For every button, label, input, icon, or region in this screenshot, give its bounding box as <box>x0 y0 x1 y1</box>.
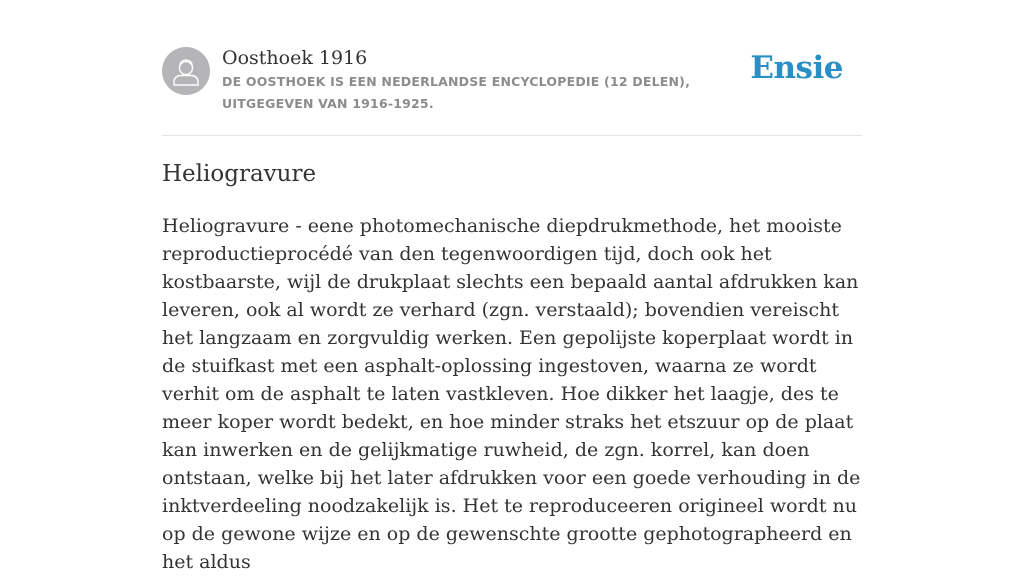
entry-body: Heliogravure - eene photomechanische diepdrukmethode, het mooiste reproductieprocédé van den tegenwoordigen tijd, doch ook het kostbaarste, wijl de drukplaat slechts een bepaald aantal afdrukken kan leveren, ook al wordt ze verhard (zgn. verstaald); bovendien vereischt het langzaam en zorgvuldig werken. Een gepolijste koperplaat wordt in de stuifkast met een asphalt-oplossing ingestoven, waarna ze wordt verhit om de asphalt te laten vastkleven. Hoe dikker het laagje, des te meer koper wordt bedekt, en hoe minder straks het etszuur op de plaat kan inwerken en de gelijkmatige ruwheid, de zgn. korrel, kan doen ontstaan, welke bij het later afdrukken voor een goede verhouding in de inktverdeeling noodzakelijk is. Het te reproduceeren origineel wordt nu op de gewone wijze en op de gewenschte grootte gephotographeerd en het aldus <box>162 215 861 573</box>
entry-title: Heliogravure <box>162 161 317 187</box>
source-header <box>162 0 862 136</box>
ensie-logo[interactable]: Ensie <box>750 50 843 86</box>
user-icon <box>162 47 210 95</box>
source-avatar[interactable] <box>162 47 210 95</box>
source-info <box>222 45 762 115</box>
source-description: DE OOSTHOEK IS EEN NEDERLANDSE ENCYCLOPEDIE (12 DELEN), UITGEGEVEN VAN 1916-1925. <box>222 74 691 111</box>
page-container <box>162 0 862 573</box>
source-title[interactable]: Oosthoek 1916 <box>222 47 368 69</box>
